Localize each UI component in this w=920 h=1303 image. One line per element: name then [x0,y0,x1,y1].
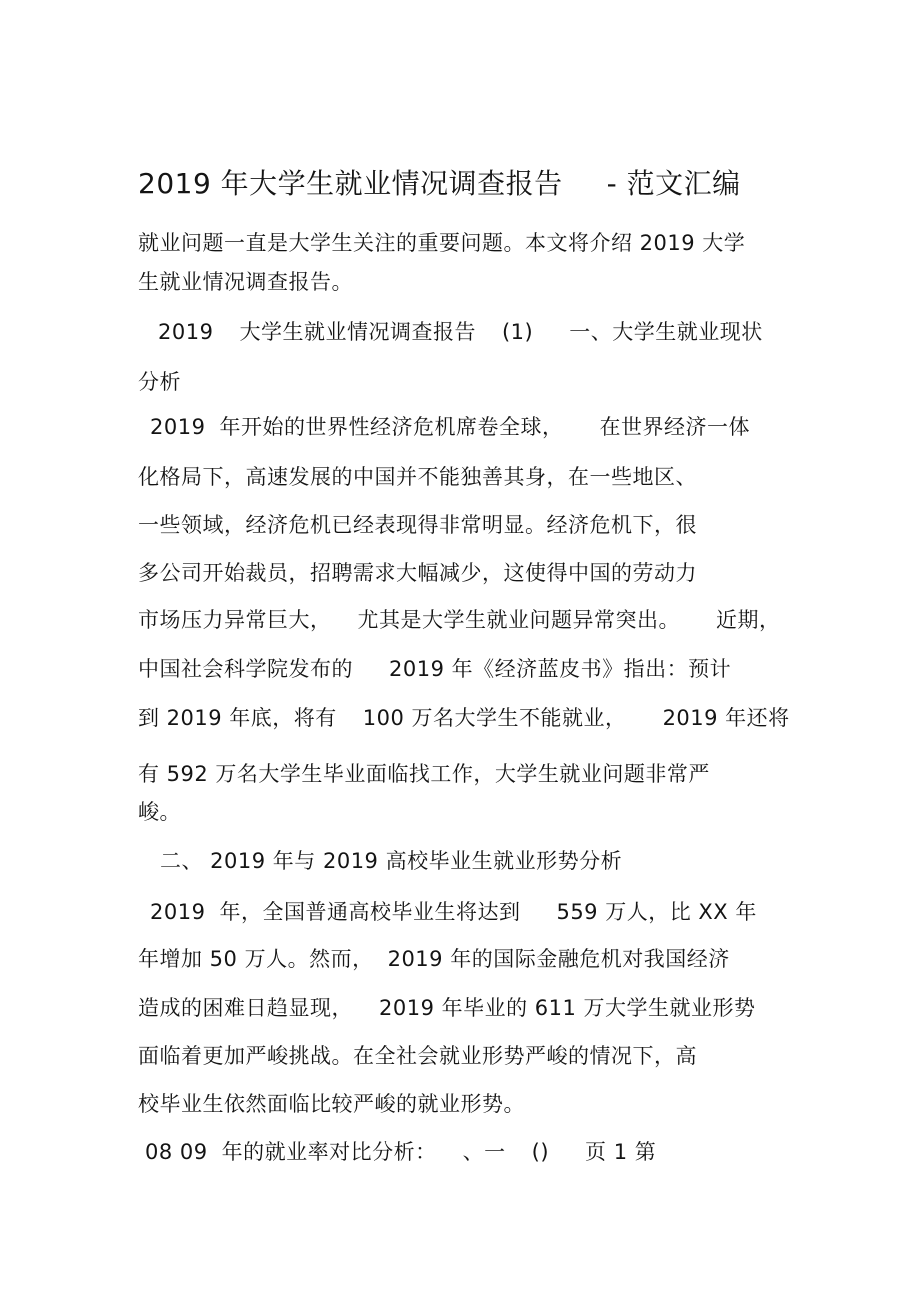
paragraph2-line-1: 2019 年，全国普通高校毕业生将达到 559 万人，比 XX 年 [150,900,757,924]
paragraph1-line-6: 中国社会科学院发布的 2019 年《经济蓝皮书》指出：预计 [138,657,732,681]
document-title [138,166,741,202]
paragraph1-line-5: 市场压力异常巨大， 尤其是大学生就业问题异常突出。 近期， [138,608,781,632]
title-main: 2019 年大学生就业情况调查报告 [138,167,563,200]
paragraph1-line-1: 2019 年开始的世界性经济危机席卷全球， 在世界经济一体 [150,415,750,439]
paragraph1-line-9: 峻。 [138,800,181,824]
section1-heading-continuation: 分析 [138,370,181,394]
paragraph2-line-3: 造成的困难日趋显现， 2019 年毕业的 611 万大学生就业形势 [138,996,756,1020]
paragraph1-line-8: 有 592 万名大学生毕业面临找工作，大学生就业问题非常严 [138,762,710,786]
footer-line: 08 09 年的就业率对比分析： 、一 () 页 1 第 [145,1140,657,1164]
paragraph2-line-5: 校毕业生依然面临比较严峻的就业形势。 [138,1092,525,1116]
paragraph1-line-4: 多公司开始裁员，招聘需求大幅减少，这使得中国的劳动力 [138,561,697,585]
paragraph1-line-3: 一些领域，经济危机已经表现得非常明显。经济危机下，很 [138,513,697,537]
intro-line-2: 生就业情况调查报告。 [138,270,353,294]
paragraph1-line-2: 化格局下，高速发展的中国并不能独善其身，在一些地区、 [138,465,697,489]
intro-line-1: 就业问题一直是大学生关注的重要问题。本文将介绍 2019 大学 [138,231,746,255]
section1-heading: 2019 大学生就业情况调查报告 (1) 一、大学生就业现状 [158,320,763,344]
paragraph2-line-4: 面临着更加严峻挑战。在全社会就业形势严峻的情况下，高 [138,1044,697,1068]
paragraph1-line-7: 到 2019 年底，将有 100 万名大学生不能就业， 2019 年还将 [138,706,790,730]
title-suffix: - 范文汇编 [606,167,741,200]
section2-heading: 二、 2019 年与 2019 高校毕业生就业形势分析 [160,849,623,873]
paragraph2-line-2: 年增加 50 万人。然而， 2019 年的国际金融危机对我国经济 [138,947,730,971]
